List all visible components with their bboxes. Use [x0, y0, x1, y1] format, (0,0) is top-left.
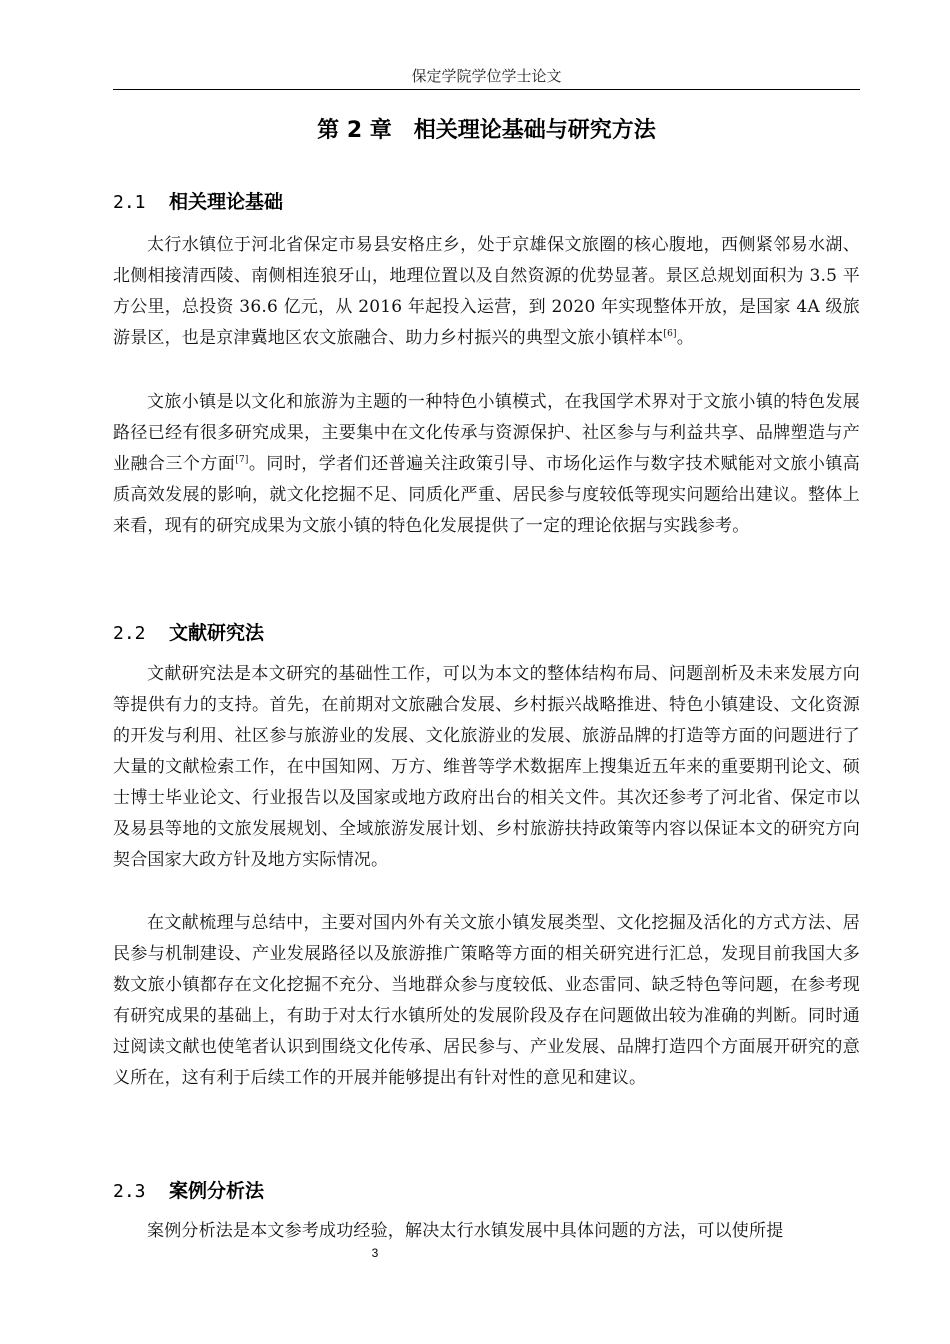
section-title: 相关理论基础 [169, 191, 284, 213]
section-title: 案例分析法 [169, 1180, 265, 1202]
paragraph [113, 659, 860, 876]
paragraph-text: 在文献梳理与总结中，主要对国内外有关文旅小镇发展类型、文化挖掘及活化的方式方法、居民参与机制建设、产业发展路径以及旅游推广策略等方面的相关研究进行汇总，发现目前我国大多数文旅小镇都存在文化挖掘不充分、当地群众参与度较低、业态雷同、缺乏特色等问题，在参考现有研究成果的基础上，有助于对太行水镇所处的发展阶段及存在问题做出较为准确的判断。同时通过阅读文献也使笔者认识到围绕文化传承、居民参与、产业发展、品牌打造四个方面展开研究的意义所在，这有利于后续工作的开展并能够提出有针对性的意见和建议。 [113, 913, 860, 1088]
header-rule [113, 89, 860, 90]
citation: [7] [235, 455, 249, 465]
chapter-title: 第 2 章 相关理论基础与研究方法 [317, 118, 656, 143]
page-number: 3 [371, 1246, 379, 1260]
paragraph-tail: 。同时，学者们还普遍关注政策引导、市场化运作与数字技术赋能对文旅小镇高质高效发展的影响，就文化挖掘不足、同质化严重、居民参与度较低等现实问题给出建议。整体上来看，现有的研究成果为文旅小镇的特色化发展提供了一定的理论依据与实践参考。 [113, 454, 861, 536]
paragraph [113, 908, 860, 1094]
paragraph [113, 230, 860, 354]
section-number: 2.1 [113, 192, 146, 213]
paragraph [113, 387, 860, 542]
paragraph-text: 文旅小镇是以文化和旅游为主题的一种特色小镇模式，在我国学术界对于文旅小镇的特色发展路径已经有很多研究成果，主要集中在文化传承与资源保护、社区参与与利益共享、品牌塑造与产业融合三个方面 [113, 392, 860, 474]
running-header: 保定学院学位学士论文 [411, 67, 562, 85]
section-number: 2.2 [113, 623, 146, 644]
paragraph-tail: 。 [676, 328, 694, 348]
paragraph-text: 文献研究法是本文研究的基础性工作，可以为本文的整体结构布局、问题剖析及未来发展方向等提供有力的支持。首先，在前期对文旅融合发展、乡村振兴战略推进、特色小镇建设、文化资源的开发与利用、社区参与旅游业的发展、文化旅游业的发展、旅游品牌的打造等方面的问题进行了大量的文献检索工作，在中国知网、万方、维普等学术数据库上搜集近五年来的重要期刊论文、硕士博士毕业论文、行业报告以及国家或地方政府出台的相关文件。其次还参考了河北省、保定市以及易县等地的文旅发展规划、全域旅游发展计划、乡村旅游扶持政策等内容以保证本文的研究方向契合国家大政方针及地方实际情况。 [113, 664, 860, 870]
paragraph-text: 案例分析法是本文参考成功经验，解决太行水镇发展中具体问题的方法，可以使所提 [147, 1221, 784, 1241]
section-heading-2-1 [113, 188, 860, 217]
section-title: 文献研究法 [169, 622, 265, 644]
section-heading-2-2 [113, 619, 860, 648]
paragraph [113, 1216, 860, 1247]
citation: [6] [663, 329, 677, 339]
section-number: 2.3 [113, 1181, 146, 1202]
section-heading-2-3 [113, 1177, 860, 1206]
paragraph-text: 太行水镇位于河北省保定市易县安格庄乡，处于京雄保文旅圈的核心腹地，西侧紧邻易水湖、北侧相接清西陵、南侧相连狼牙山，地理位置以及自然资源的优势显著。景区总规划面积为 3.5 平方公里，总投资 36.6 亿元，从 2016 年起投入运营，到 2020 年实现整体开放，是国家 4A 级旅游景区，也是京津冀地区农文旅融合、助力乡村振兴的典型文旅小镇样本 [113, 235, 860, 348]
